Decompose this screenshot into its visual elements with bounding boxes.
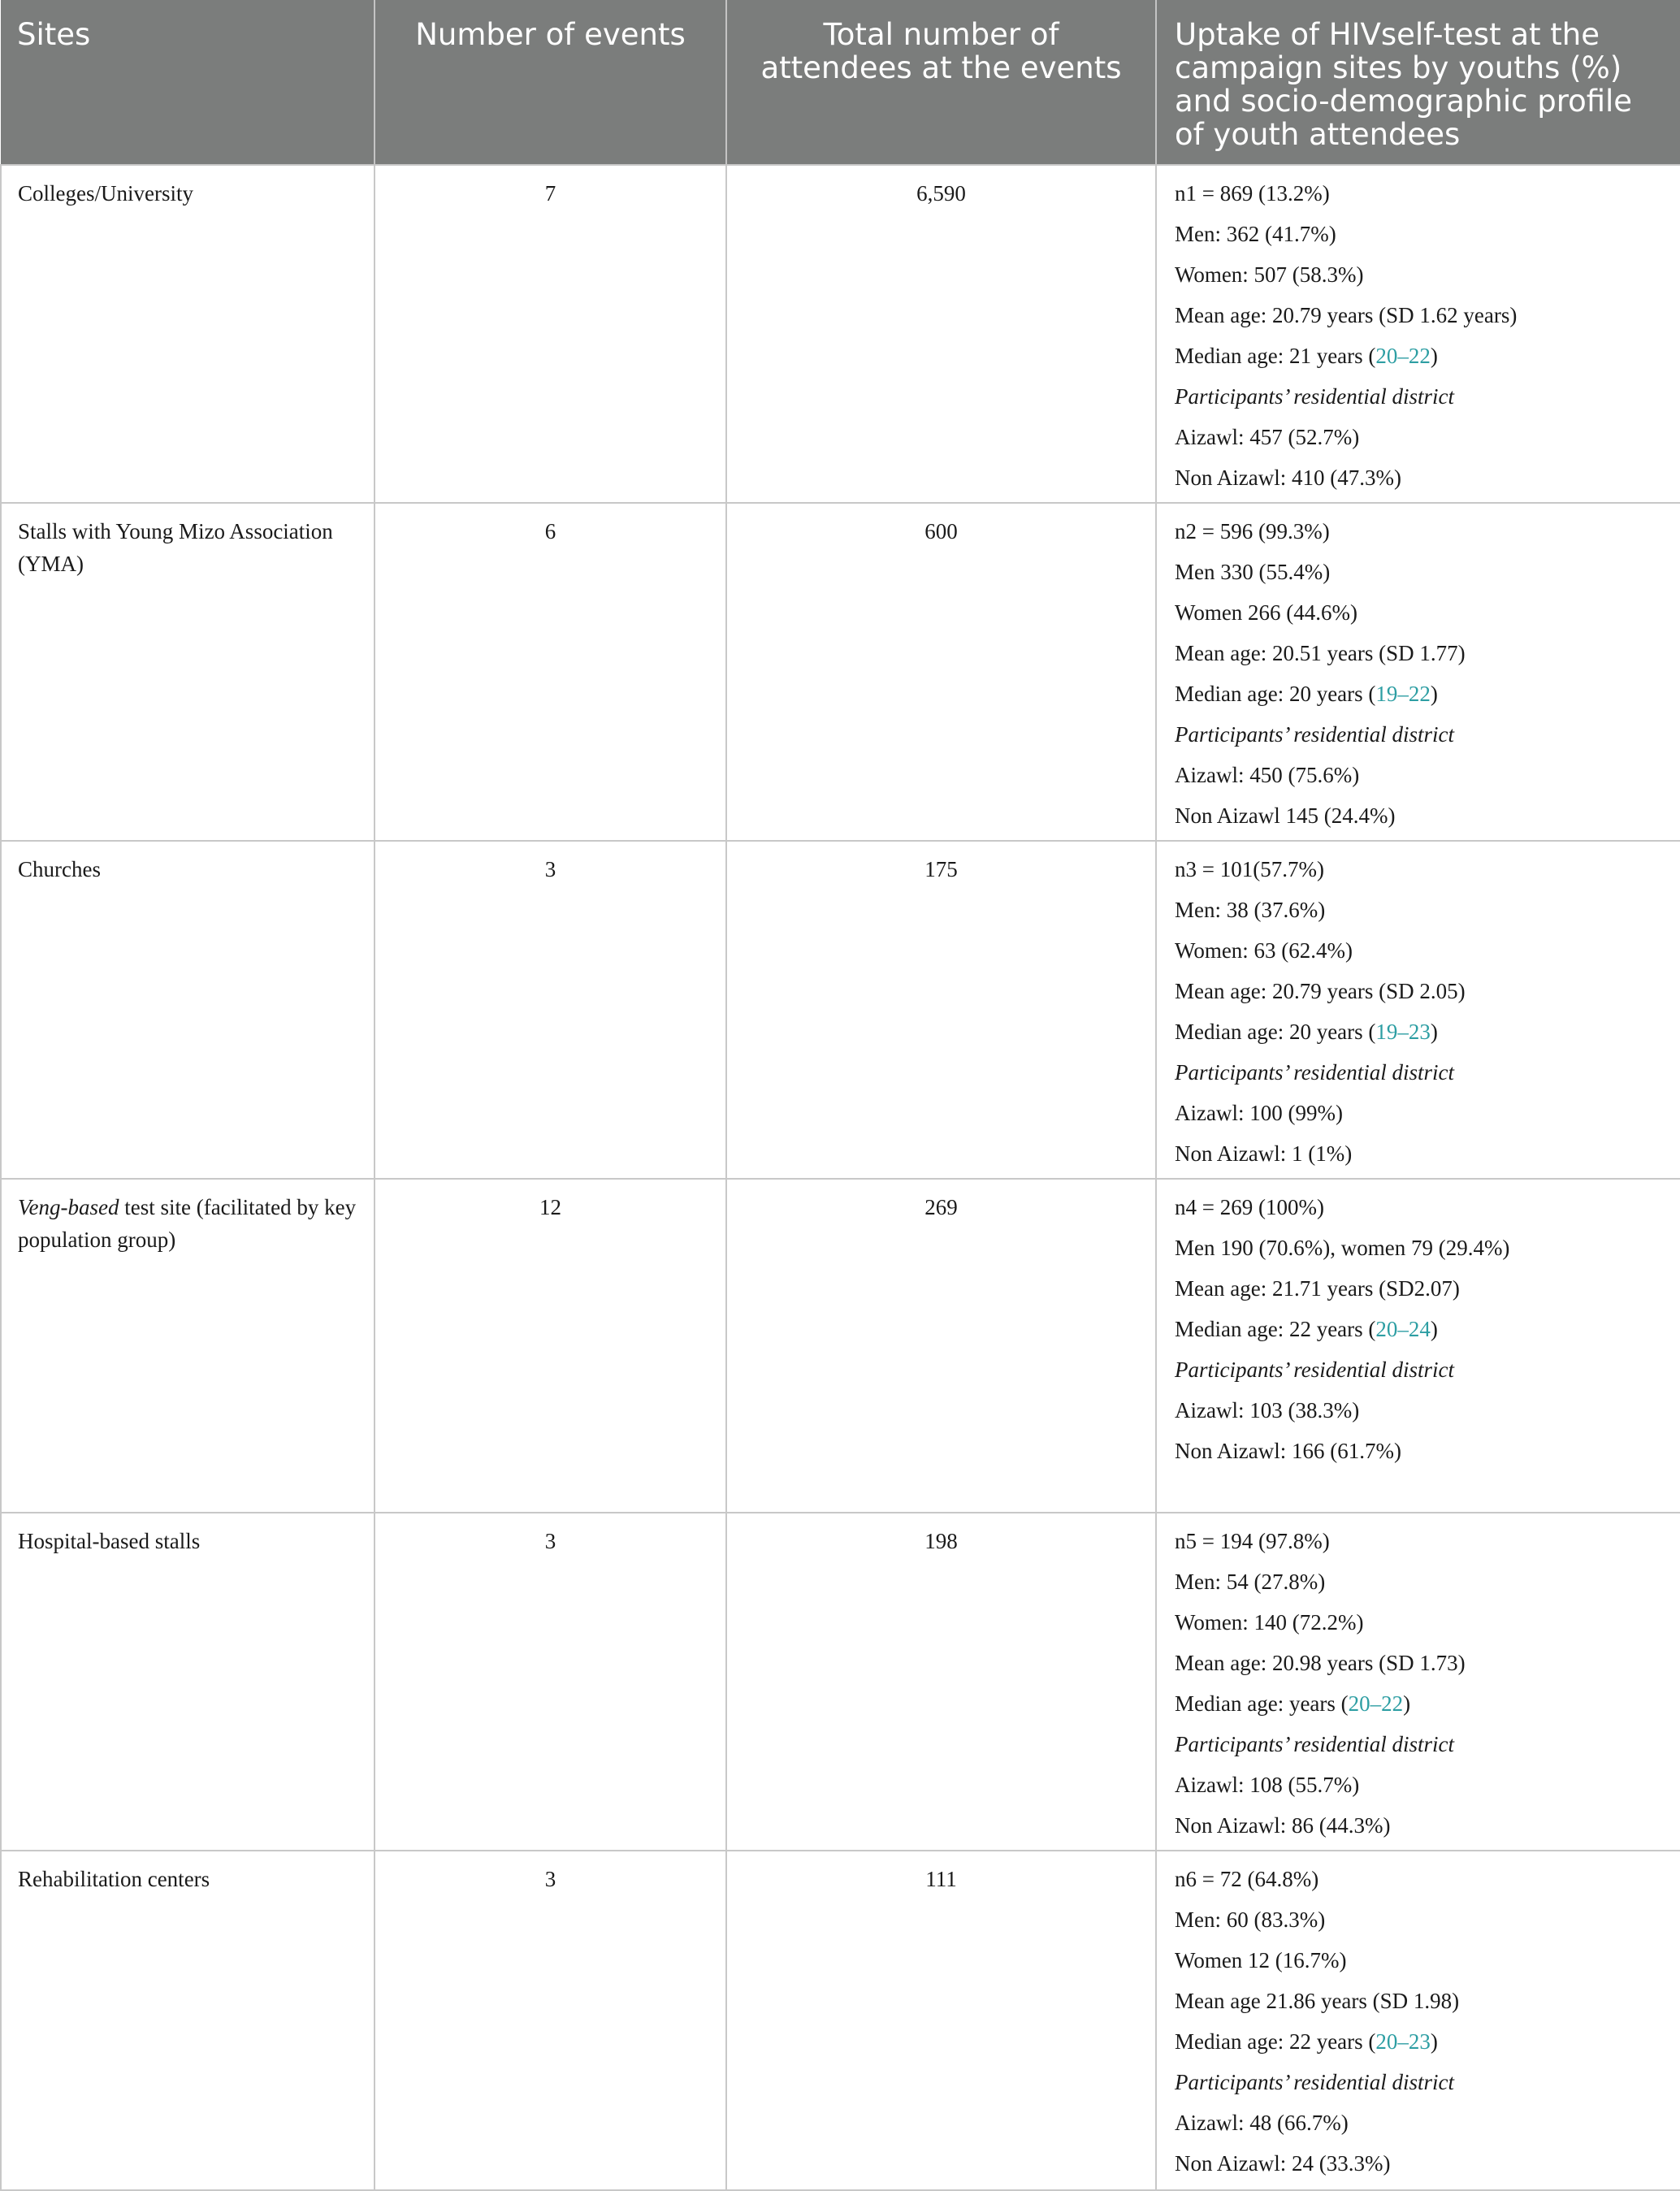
uptake-men-women: Men 190 (70.6%), women 79 (29.4%) [1175, 1236, 1510, 1260]
median-prefix: Median age: 20 years ( [1175, 682, 1376, 706]
median-range-low-link[interactable]: 20 [1375, 344, 1398, 368]
uptake-n: n6 = 72 (64.8%) [1175, 1867, 1319, 1891]
uptake-n: n2 = 596 (99.3%) [1175, 519, 1330, 543]
median-range-dash: – [1370, 1691, 1382, 1716]
uptake-aizawl: Aizawl: 48 (66.7%) [1175, 2111, 1349, 2135]
median-range-high-link[interactable]: 23 [1408, 1020, 1431, 1044]
uptake-cell [1156, 165, 1680, 503]
median-range-low-link[interactable]: 20 [1375, 1317, 1398, 1341]
uptake-cell [1156, 503, 1680, 841]
uptake-median-age [1175, 340, 1672, 380]
uptake-mean-age: Mean age: 20.98 years (SD 1.73) [1175, 1651, 1466, 1675]
events-cell: 12 [375, 1179, 726, 1513]
median-prefix: Median age: 21 years ( [1175, 344, 1376, 368]
table-row [1, 503, 1680, 841]
uptake-men: Men: 38 (37.6%) [1175, 898, 1326, 922]
header-uptake-profile: Uptake of HIVself-test at the campaign sites by youths (%) and socio-demographic profile of youth attendees [1156, 0, 1680, 165]
median-range-low-link[interactable]: 19 [1375, 682, 1398, 706]
median-range-high-link[interactable]: 22 [1381, 1691, 1404, 1716]
median-suffix: ) [1403, 1691, 1411, 1716]
events-cell: 3 [375, 1851, 726, 2190]
uptake-women: Women: 140 (72.2%) [1175, 1610, 1364, 1635]
uptake-men: Men: 362 (41.7%) [1175, 222, 1336, 246]
uptake-women: Women: 63 (62.4%) [1175, 938, 1353, 963]
uptake-women: Women: 507 (58.3%) [1175, 262, 1364, 287]
uptake-n: n4 = 269 (100%) [1175, 1195, 1324, 1219]
uptake-district-heading: Participants’ residential district [1175, 1060, 1454, 1085]
median-range-low-link[interactable]: 20 [1375, 2029, 1398, 2054]
site-name: Rehabilitation centers [18, 1867, 210, 1891]
uptake-women: Women 266 (44.6%) [1175, 600, 1358, 625]
table-body [1, 165, 1680, 2190]
median-range-low-link[interactable]: 20 [1348, 1691, 1370, 1716]
site-name: Hospital-based stalls [18, 1529, 201, 1553]
median-prefix: Median age: 20 years ( [1175, 1020, 1376, 1044]
uptake-aizawl: Aizawl: 450 (75.6%) [1175, 763, 1360, 787]
events-cell: 3 [375, 1513, 726, 1851]
median-prefix: Median age: 22 years ( [1175, 1317, 1376, 1341]
median-range-dash: – [1397, 682, 1409, 706]
uptake-men: Men: 60 (83.3%) [1175, 1907, 1326, 1932]
site-cell [1, 1513, 375, 1851]
site-cell [1, 503, 375, 841]
table-row [1, 1851, 1680, 2190]
uptake-median-age [1175, 2025, 1672, 2066]
median-suffix: ) [1430, 344, 1438, 368]
uptake-district-heading: Participants’ residential district [1175, 384, 1454, 409]
median-suffix: ) [1430, 2029, 1438, 2054]
uptake-men: Men: 54 (27.8%) [1175, 1570, 1326, 1594]
uptake-non-aizawl: Non Aizawl: 1 (1%) [1175, 1141, 1353, 1166]
uptake-mean-age: Mean age: 20.79 years (SD 2.05) [1175, 979, 1466, 1003]
site-name-italic: Veng-based [18, 1195, 119, 1219]
uptake-mean-age: Mean age 21.86 years (SD 1.98) [1175, 1989, 1460, 2013]
median-suffix: ) [1430, 682, 1438, 706]
site-name: test site (facilitated by key population group) [18, 1195, 357, 1252]
events-cell: 6 [375, 503, 726, 841]
uptake-non-aizawl: Non Aizawl: 86 (44.3%) [1175, 1813, 1391, 1838]
uptake-median-age [1175, 1015, 1672, 1056]
uptake-median-age [1175, 678, 1672, 718]
uptake-non-aizawl: Non Aizawl 145 (24.4%) [1175, 803, 1396, 828]
median-range-high-link[interactable]: 22 [1408, 682, 1431, 706]
median-range-high-link[interactable]: 22 [1408, 344, 1431, 368]
attendees-cell: 600 [726, 503, 1156, 841]
uptake-district-heading: Participants’ residential district [1175, 722, 1454, 747]
median-range-dash: – [1397, 1020, 1409, 1044]
site-name: Churches [18, 857, 101, 881]
attendees-cell: 269 [726, 1179, 1156, 1513]
uptake-n: n3 = 101(57.7%) [1175, 857, 1324, 881]
median-prefix: Median age: 22 years ( [1175, 2029, 1376, 2054]
uptake-cell [1156, 841, 1680, 1179]
uptake-men: Men 330 (55.4%) [1175, 560, 1331, 584]
site-cell [1, 1851, 375, 2190]
uptake-mean-age: Mean age: 21.71 years (SD2.07) [1175, 1276, 1460, 1301]
events-cell: 7 [375, 165, 726, 503]
uptake-district-heading: Participants’ residential district [1175, 1732, 1454, 1756]
uptake-n: n1 = 869 (13.2%) [1175, 181, 1330, 206]
header-total-attendees: Total number of attendees at the events [726, 0, 1156, 165]
uptake-aizawl: Aizawl: 108 (55.7%) [1175, 1773, 1360, 1797]
site-name: Colleges/University [18, 181, 193, 206]
uptake-district-heading: Participants’ residential district [1175, 1357, 1454, 1382]
header-number-of-events: Number of events [375, 0, 726, 165]
table-row [1, 841, 1680, 1179]
uptake-district-heading: Participants’ residential district [1175, 2070, 1454, 2094]
uptake-median-age [1175, 1313, 1672, 1353]
median-range-dash: – [1397, 344, 1409, 368]
uptake-mean-age: Mean age: 20.79 years (SD 1.62 years) [1175, 303, 1518, 327]
uptake-median-age [1175, 1687, 1672, 1728]
attendees-cell: 198 [726, 1513, 1156, 1851]
attendees-cell: 6,590 [726, 165, 1156, 503]
site-cell [1, 165, 375, 503]
attendees-cell: 111 [726, 1851, 1156, 2190]
uptake-mean-age: Mean age: 20.51 years (SD 1.77) [1175, 641, 1466, 665]
median-range-dash: – [1397, 1317, 1409, 1341]
median-range-high-link[interactable]: 23 [1408, 2029, 1431, 2054]
uptake-non-aizawl: Non Aizawl: 24 (33.3%) [1175, 2151, 1391, 2176]
uptake-non-aizawl: Non Aizawl: 410 (47.3%) [1175, 465, 1401, 490]
uptake-cell [1156, 1513, 1680, 1851]
table-row [1, 165, 1680, 503]
table-header [1, 0, 1680, 165]
uptake-non-aizawl: Non Aizawl: 166 (61.7%) [1175, 1439, 1401, 1463]
table-row [1, 1179, 1680, 1513]
attendees-cell: 175 [726, 841, 1156, 1179]
uptake-aizawl: Aizawl: 100 (99%) [1175, 1101, 1343, 1125]
header-sites: Sites [1, 0, 375, 165]
median-suffix: ) [1430, 1317, 1438, 1341]
site-name: Stalls with Young Mizo Association (YMA) [18, 519, 333, 576]
uptake-cell [1156, 1851, 1680, 2190]
site-cell [1, 1179, 375, 1513]
table-row [1, 1513, 1680, 1851]
median-range-low-link[interactable]: 19 [1375, 1020, 1398, 1044]
events-cell: 3 [375, 841, 726, 1179]
uptake-women: Women 12 (16.7%) [1175, 1948, 1347, 1972]
uptake-aizawl: Aizawl: 103 (38.3%) [1175, 1398, 1360, 1422]
uptake-n: n5 = 194 (97.8%) [1175, 1529, 1330, 1553]
median-range-high-link[interactable]: 24 [1408, 1317, 1431, 1341]
uptake-aizawl: Aizawl: 457 (52.7%) [1175, 425, 1360, 449]
site-cell [1, 841, 375, 1179]
median-prefix: Median age: years ( [1175, 1691, 1349, 1716]
header-row [1, 0, 1680, 165]
median-suffix: ) [1430, 1020, 1438, 1044]
median-range-dash: – [1397, 2029, 1409, 2054]
uptake-cell [1156, 1179, 1680, 1513]
